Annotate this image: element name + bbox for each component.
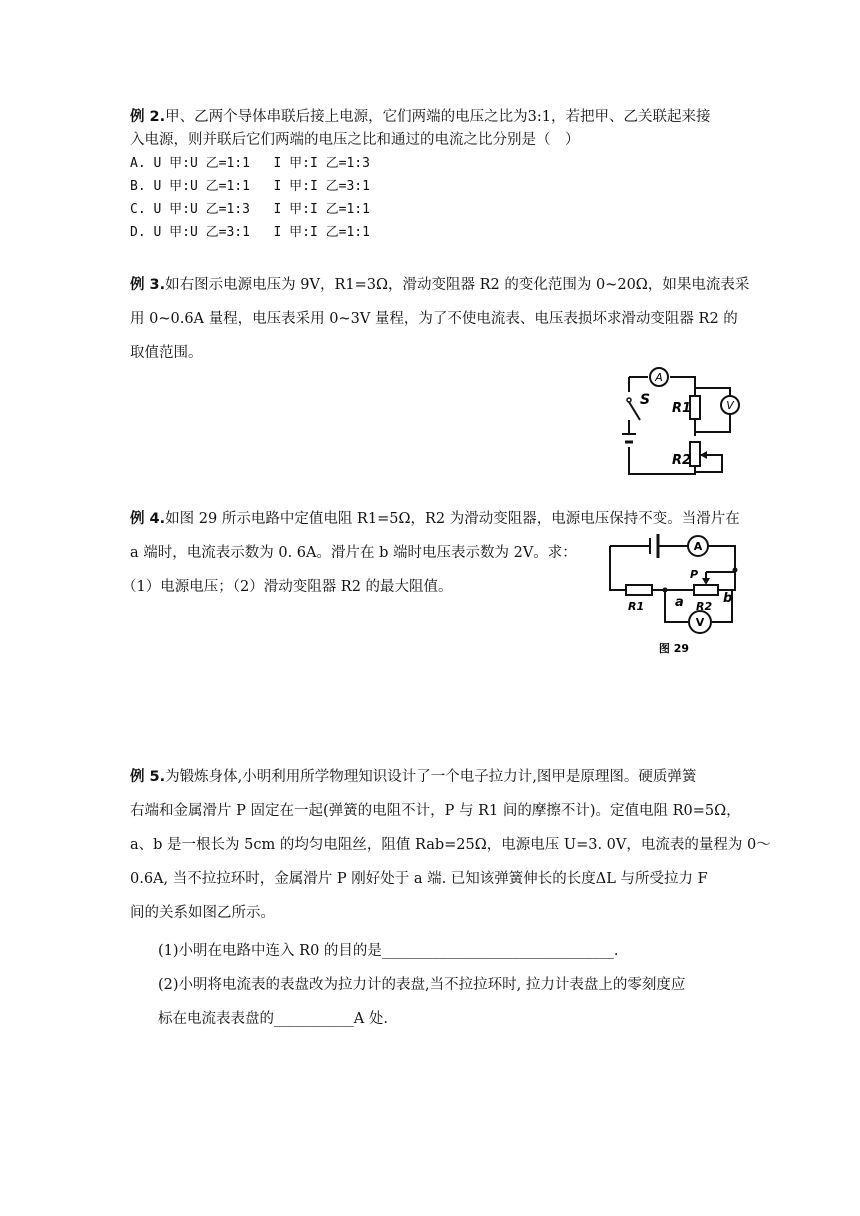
example-5-question-2a: (2)小明将电流表的表盘改为拉力计的表盘,当不拉拉环时, 拉力计表盘上的零刻度应 (158, 977, 686, 993)
example-3-line-3: 取值范围。 (130, 345, 203, 361)
slider-arrow (702, 578, 710, 585)
r1-label: R1 (628, 600, 645, 613)
r2-label: R2 (672, 453, 692, 468)
slider-label: P (690, 568, 699, 581)
switch-label: S (640, 392, 651, 408)
resistor-r1 (690, 396, 700, 419)
example-2-stem-line-2: 入电源，则并联后它们两端的电压之比和通过的电流之比分别是（ ） (130, 132, 580, 148)
r2-label: R2 (696, 600, 713, 613)
example-4-line-3: （1）电源电压；（2）滑动变阻器 R2 的最大阻值。 (122, 579, 453, 595)
example-2 (130, 106, 735, 244)
voltmeter-label: V (726, 399, 734, 412)
voltmeter-label: V (695, 616, 705, 629)
example-5-line-5: 间的关系如图乙所示。 (130, 905, 275, 921)
example-4-line-2: a 端时，电流表示数为 0. 6A。滑片在 b 端时电压表示数为 2V。求： (130, 545, 577, 561)
example-2-label: 例 2. (130, 109, 166, 125)
r1-label: R1 (672, 401, 692, 416)
figure-29-caption: 图 29 (658, 642, 690, 655)
resistor-r1 (626, 585, 652, 595)
rheostat-r2 (690, 442, 700, 466)
example-5-label: 例 5. (130, 769, 166, 785)
example-3-line-1: 如右图示电源电压为 9V，R1=3Ω，滑动变阻器 R2 的变化范围为 0~20Ω，如果电流表采 (165, 277, 750, 293)
option-b: B. U 甲:U 乙=1:1 I 甲:I 乙=3:1 (130, 179, 370, 194)
example-3 (130, 268, 750, 370)
option-a: A. U 甲:U 乙=1:1 I 甲:I 乙=1:3 (130, 156, 370, 171)
option-d: D. U 甲:U 乙=3:1 I 甲:I 乙=1:1 (130, 225, 370, 240)
example-5-line-3: a、b 是一根长为 5cm 的均匀电阻丝，阻值 Rab=25Ω，电源电压 U=3. 0V，电流表的量程为 0～ (130, 837, 771, 853)
end-b-label: b (723, 591, 733, 606)
slider-arrow (700, 451, 707, 459)
ammeter-label: A (693, 540, 703, 553)
example-3-label: 例 3. (130, 277, 166, 293)
example-3-line-2: 用 0~0.6A 量程，电压表采用 0~3V 量程，为了不使电流表、电压表损坏求滑动变阻器 R2 的 (130, 311, 738, 327)
example-5-question-2b: 标在电流表表盘的___________A 处. (158, 1011, 388, 1027)
rheostat-r2 (694, 585, 718, 595)
example-3-circuit-diagram (612, 362, 747, 486)
example-2-stem-line-1: 甲、乙两个导体串联后接上电源，它们两端的电压之比为3:1，若把甲、乙关联起来接 (165, 109, 711, 125)
example-4-label: 例 4. (130, 511, 166, 527)
example-5-line-2: 右端和金属滑片 P 固定在一起(弹簧的电阻不计，P 与 R1 间的摩擦不计)。定值电阻 R0=5Ω， (130, 803, 741, 819)
end-a-label: a (675, 595, 684, 610)
option-c: C. U 甲:U 乙=1:3 I 甲:I 乙=1:1 (130, 202, 370, 217)
example-4-line-1: 如图 29 所示电路中定值电阻 R1=5Ω，R2 为滑动变阻器，电源电压保持不变。当滑片在 (165, 511, 740, 527)
example-5-line-1: 为锻炼身体,小明利用所学物理知识设计了一个电子拉力计,图甲是原理图。硬质弹簧 (165, 769, 697, 785)
example-5 (130, 760, 771, 1036)
example-5-question-1: (1)小明在电路中连入 R0 的目的是________________________________. (158, 943, 619, 959)
figure-29-circuit (602, 530, 747, 660)
ammeter-label: A (655, 371, 663, 384)
example-5-line-4: 0.6A, 当不拉拉环时，金属滑片 P 刚好处于 a 端. 已知该弹簧伸长的长度ΔL 与所受拉力 F (130, 871, 708, 887)
